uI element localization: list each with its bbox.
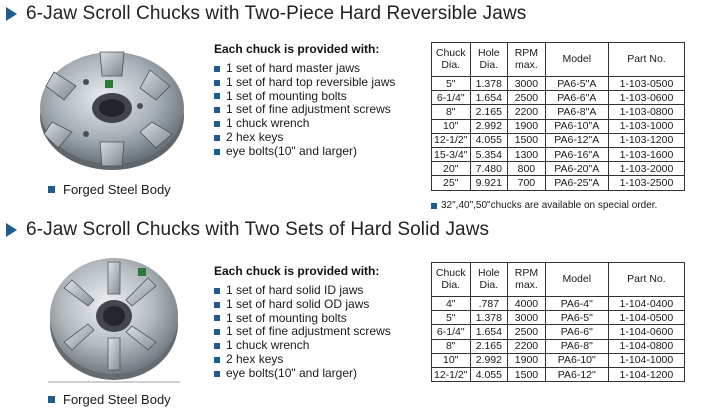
table-row (432, 367, 685, 381)
provided-item (214, 62, 395, 76)
square-bullet-icon (48, 186, 55, 193)
cell-hole-dia: .787 (470, 297, 508, 311)
cell-hole-dia: 4.055 (470, 133, 508, 147)
chuck-photo (32, 34, 192, 174)
forged-steel-caption (48, 392, 171, 407)
cell-rpm-max: 800 (508, 162, 546, 176)
provided-items-list (214, 62, 395, 159)
provided-item (214, 284, 391, 298)
square-bullet-icon (214, 107, 220, 113)
table-row (432, 339, 685, 353)
cell-hole-dia: 2.992 (470, 119, 508, 133)
provided-item (214, 325, 391, 339)
header-line: Hole (478, 47, 500, 59)
cell-part-no: 1-104-1000 (608, 353, 684, 367)
table-row (432, 133, 685, 147)
caption-text: Forged Steel Body (63, 182, 171, 197)
cell-model: PA6-8" (545, 339, 608, 353)
cell-rpm-max: 2200 (508, 339, 546, 353)
square-bullet-icon (214, 371, 220, 377)
provided-item-text: 1 set of mounting bolts (226, 310, 347, 325)
cell-rpm-max: 3000 (508, 311, 546, 325)
cell-hole-dia: 2.165 (470, 105, 508, 119)
table-header-row (432, 263, 685, 297)
cell-chuck-dia: 4" (432, 297, 471, 311)
square-bullet-icon (214, 66, 220, 72)
provided-item (214, 117, 395, 131)
column-header-chuck-dia (432, 43, 471, 77)
spec-table (431, 262, 685, 382)
cell-part-no: 1-103-1600 (608, 147, 684, 161)
cell-part-no: 1-103-1200 (608, 133, 684, 147)
cell-hole-dia: 1.654 (470, 325, 508, 339)
provided-item (214, 339, 391, 353)
cell-rpm-max: 700 (508, 176, 546, 190)
square-bullet-icon (214, 302, 220, 308)
cell-chuck-dia: 15-3/4" (432, 147, 471, 161)
caption-text: Forged Steel Body (63, 392, 171, 407)
provided-item-text: eye bolts(10" and larger) (226, 143, 357, 158)
cell-rpm-max: 3000 (508, 77, 546, 91)
square-bullet-icon (214, 135, 220, 141)
cell-hole-dia: 1.654 (470, 91, 508, 105)
square-bullet-icon (214, 80, 220, 86)
cell-rpm-max: 1900 (508, 119, 546, 133)
provided-item (214, 298, 391, 312)
cell-chuck-dia: 10" (432, 119, 471, 133)
cell-model: PA6-10" (545, 353, 608, 367)
cell-chuck-dia: 12-1/2" (432, 367, 471, 381)
cell-part-no: 1-104-0500 (608, 311, 684, 325)
cell-part-no: 1-103-0800 (608, 105, 684, 119)
column-header-model (545, 263, 608, 297)
cell-hole-dia: 2.165 (470, 339, 508, 353)
cell-model: PA6-10"A (545, 119, 608, 133)
header-line: Dia. (479, 278, 499, 291)
cell-part-no: 1-104-1200 (608, 367, 684, 381)
provided-item-text: 1 set of hard solid OD jaws (226, 296, 370, 311)
provided-item (214, 90, 395, 104)
cell-chuck-dia: 6-1/4" (432, 325, 471, 339)
column-header-part-no (608, 43, 684, 77)
provided-item (214, 76, 395, 90)
provided-item (214, 145, 395, 159)
header-line: Model (562, 52, 592, 65)
cell-part-no: 1-103-1000 (608, 119, 684, 133)
header-line: Chuck (435, 47, 466, 59)
triangle-bullet-icon (6, 223, 17, 237)
cell-part-no: 1-103-0500 (608, 77, 684, 91)
provided-item (214, 353, 391, 367)
column-header-chuck-dia (432, 263, 471, 297)
header-line: Dia. (479, 58, 499, 71)
square-bullet-icon (214, 149, 220, 155)
square-bullet-icon (431, 203, 437, 209)
cell-model: PA6-8"A (545, 105, 608, 119)
cell-chuck-dia: 10" (432, 353, 471, 367)
square-bullet-icon (214, 357, 220, 363)
cell-rpm-max: 2500 (508, 91, 546, 105)
square-bullet-icon (48, 396, 55, 403)
table-row (432, 311, 685, 325)
column-header-rpm-max (508, 43, 546, 77)
cell-chuck-dia: 25" (432, 176, 471, 190)
provided-item-text: 1 chuck wrench (226, 116, 310, 131)
header-line: RPM (514, 267, 539, 279)
header-line: Part No. (627, 272, 666, 285)
column-header-hole-dia (470, 43, 508, 77)
cell-part-no: 1-104-0800 (608, 339, 684, 353)
provided-item (214, 312, 391, 326)
header-line: Dia. (441, 58, 461, 71)
cell-model: PA6-4" (545, 297, 608, 311)
cell-chuck-dia: 6-1/4" (432, 91, 471, 105)
cell-rpm-max: 4000 (508, 297, 546, 311)
cell-chuck-dia: 5" (432, 77, 471, 91)
section-title-row (6, 2, 526, 26)
provided-item (214, 103, 395, 117)
header-line: max. (515, 58, 538, 71)
provided-item-text: 1 set of hard master jaws (226, 61, 361, 75)
provided-heading: Each chuck is provided with: (214, 264, 380, 278)
cell-rpm-max: 1500 (508, 367, 546, 381)
provided-item-text: 1 set of fine adjustment screws (226, 324, 391, 339)
cell-model: PA6-6"A (545, 91, 608, 105)
cell-rpm-max: 2200 (508, 105, 546, 119)
table-header-row (432, 43, 685, 77)
provided-item-text: 1 set of mounting bolts (226, 88, 347, 103)
cell-part-no: 1-104-0600 (608, 325, 684, 339)
provided-heading: Each chuck is provided with: (214, 42, 380, 56)
provided-item-text: 1 set of hard top reversible jaws (226, 74, 396, 89)
cell-hole-dia: 1.378 (470, 311, 508, 325)
square-bullet-icon (214, 329, 220, 335)
cell-hole-dia: 1.378 (470, 77, 508, 91)
section-title-row (6, 218, 489, 242)
cell-part-no: 1-104-0400 (608, 297, 684, 311)
cell-model: PA6-5"A (545, 77, 608, 91)
provided-item-text: 2 hex keys (226, 129, 284, 144)
table-row (432, 91, 685, 105)
cell-model: PA6-25"A (545, 176, 608, 190)
header-line: Part No. (627, 52, 666, 65)
header-line: RPM (514, 47, 539, 59)
table-row (432, 147, 685, 161)
provided-item-text: 1 chuck wrench (226, 338, 310, 353)
cell-model: PA6-12"A (545, 133, 608, 147)
header-line: Model (562, 272, 592, 285)
cell-model: PA6-16"A (545, 147, 608, 161)
provided-items-list (214, 284, 391, 381)
header-line: Dia. (441, 278, 461, 291)
column-header-part-no (608, 263, 684, 297)
table-row (432, 353, 685, 367)
cell-rpm-max: 1300 (508, 147, 546, 161)
cell-model: PA6-12" (545, 367, 608, 381)
table-row (432, 119, 685, 133)
header-line: Chuck (435, 267, 466, 279)
cell-part-no: 1-103-0600 (608, 91, 684, 105)
cell-model: PA6-20"A (545, 162, 608, 176)
cell-rpm-max: 1500 (508, 133, 546, 147)
header-line: Hole (478, 267, 500, 279)
provided-item-text: eye bolts(10" and larger) (226, 365, 357, 380)
square-bullet-icon (214, 93, 220, 99)
section-title: 6-Jaw Scroll Chucks with Two-Piece Hard Reversible Jaws (26, 3, 527, 24)
square-bullet-icon (214, 343, 220, 349)
cell-chuck-dia: 5" (432, 311, 471, 325)
table-row (432, 297, 685, 311)
cell-hole-dia: 9.921 (470, 176, 508, 190)
provided-item-text: 1 set of fine adjustment screws (226, 102, 391, 117)
square-bullet-icon (214, 288, 220, 294)
provided-item (214, 367, 391, 381)
cell-hole-dia: 2.992 (470, 353, 508, 367)
column-header-hole-dia (470, 263, 508, 297)
square-bullet-icon (214, 121, 220, 127)
cell-rpm-max: 2500 (508, 325, 546, 339)
header-line: max. (515, 278, 538, 291)
provided-item (214, 131, 395, 145)
triangle-bullet-icon (6, 7, 17, 21)
provided-item-text: 1 set of hard solid ID jaws (226, 283, 364, 297)
cell-hole-dia: 5.354 (470, 147, 508, 161)
cell-hole-dia: 7.480 (470, 162, 508, 176)
special-order-note (431, 200, 657, 211)
chuck-photo (44, 246, 184, 386)
cell-part-no: 1-103-2000 (608, 162, 684, 176)
section-title: 6-Jaw Scroll Chucks with Two Sets of Hard Solid Jaws (26, 219, 490, 240)
table-row (432, 77, 685, 91)
spec-table (431, 42, 685, 191)
section-solid-jaws (0, 212, 703, 416)
cell-chuck-dia: 8" (432, 339, 471, 353)
note-text: 32",40",50"chucks are available on special order. (441, 200, 658, 211)
square-bullet-icon (214, 315, 220, 321)
cell-chuck-dia: 20" (432, 162, 471, 176)
cell-model: PA6-6" (545, 325, 608, 339)
cell-rpm-max: 1900 (508, 353, 546, 367)
table-row (432, 176, 685, 190)
cell-chuck-dia: 8" (432, 105, 471, 119)
cell-part-no: 1-103-2500 (608, 176, 684, 190)
table-row (432, 105, 685, 119)
column-header-rpm-max (508, 263, 546, 297)
provided-item-text: 2 hex keys (226, 351, 284, 366)
table-row (432, 325, 685, 339)
column-header-model (545, 43, 608, 77)
cell-model: PA6-5" (545, 311, 608, 325)
table-row (432, 162, 685, 176)
cell-chuck-dia: 12-1/2" (432, 133, 471, 147)
cell-hole-dia: 4.055 (470, 367, 508, 381)
forged-steel-caption (48, 182, 171, 197)
